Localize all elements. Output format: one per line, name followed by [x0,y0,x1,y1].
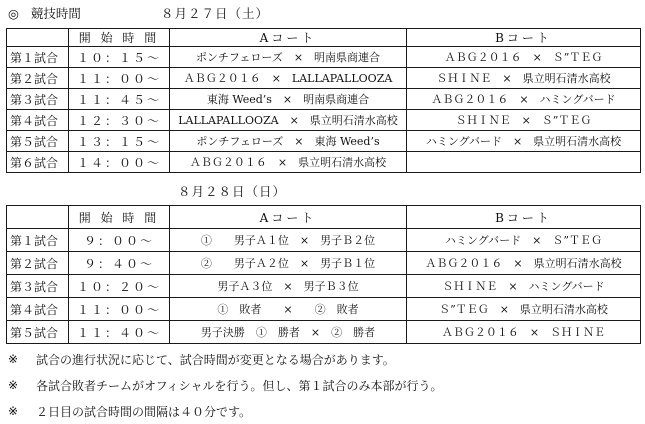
note-text: 各試合敗者チームがオフィシャルを行う。但し、第１試合のみ本部が行う。 [36,378,443,393]
start-time: ９：４０〜 [69,252,170,275]
game-number: 第４試合 [7,298,69,321]
note-item [8,398,638,424]
day1-heading [8,2,269,24]
table-header-row [7,206,641,229]
court-b-match: ＳＨＩＮＥ × 県立明石清水高校 [407,68,641,89]
header-court-a: Aコート [170,206,407,229]
header-court-b: Bコート [407,29,641,47]
court-b-match: ハミングバード × Ｓ”ＴＥＧ [407,229,641,252]
day2-schedule-table [6,205,641,344]
table-row [7,229,641,252]
game-number: 第１試合 [7,47,69,68]
court-a-match: 男子決勝 ① 勝者 × ② 勝者 [170,321,407,344]
start-time: １１：４５〜 [69,89,170,110]
court-a-match: LALLAPALLOOZA × 県立明石清水高校 [170,110,407,131]
court-a-match: ① 男子Ａ１位 × 男子Ｂ２位 [170,229,407,252]
start-time: １２：３０〜 [69,110,170,131]
court-a-match: ② 男子Ａ２位 × 男子Ｂ１位 [170,252,407,275]
note-item [8,346,638,372]
header-court-a: Aコート [170,29,407,47]
double-circle-icon: ◎ [8,5,19,21]
game-number: 第５試合 [7,131,69,152]
game-number: 第２試合 [7,252,69,275]
court-a-match: ＡＢＧ２０１６ × 県立明石清水高校 [170,152,407,173]
day2-date: ８月２８日（日） [178,184,287,199]
table-row [7,298,641,321]
game-number: 第５試合 [7,321,69,344]
notes-list [8,346,638,424]
court-b-match: ＳＨＩＮＥ × ハミングバード [407,275,641,298]
game-number: 第６試合 [7,152,69,173]
header-blank [7,29,69,47]
start-time: １０：１５〜 [69,47,170,68]
header-court-b: Bコート [407,206,641,229]
note-text: 試合の進行状況に応じて、試合時間が変更となる場合があります。 [36,352,395,367]
reference-mark-icon: ※ [8,404,19,418]
section-title: 競技時間 [30,6,81,21]
table-row [7,68,641,89]
table-row [7,321,641,344]
game-number: 第４試合 [7,110,69,131]
start-time: ９：００〜 [69,229,170,252]
court-b-match: ＡＢＧ２０１６ × Ｓ”ＴＥＧ [407,47,641,68]
table-row [7,275,641,298]
game-number: 第２試合 [7,68,69,89]
table-row [7,110,641,131]
court-a-match: ① 敗者 × ② 敗者 [170,298,407,321]
start-time: １１：００〜 [69,68,170,89]
court-a-match: ポンチフェローズ × 明南県商連合 [170,47,407,68]
start-time: １０：２０〜 [69,275,170,298]
court-b-match: ＡＢＧ２０１６ × ＳＨＩＮＥ [407,321,641,344]
court-b-match: Ｓ”ＴＥＧ × 県立明石清水高校 [407,298,641,321]
court-b-match: ハミングバード × 県立明石清水高校 [407,131,641,152]
table-row [7,152,641,173]
table-header-row [7,29,641,47]
table-row [7,89,641,110]
day1-date: ８月２７日（土） [160,6,269,21]
reference-mark-icon: ※ [8,378,19,392]
game-number: 第３試合 [7,89,69,110]
court-b-match [407,152,641,173]
start-time: １４：００〜 [69,152,170,173]
header-start-time: 開 始 時 間 [69,206,170,229]
header-start-time: 開 始 時 間 [69,29,170,47]
table-row [7,252,641,275]
start-time: １３：１５〜 [69,131,170,152]
game-number: 第１試合 [7,229,69,252]
court-b-match: ＳＨＩＮＥ × Ｓ”ＴＥＧ [407,110,641,131]
court-a-match: 東海 Weed’s × 明南県商連合 [170,89,407,110]
court-b-match: ＡＢＧ２０１６ × ハミングバード [407,89,641,110]
table-row [7,131,641,152]
game-number: 第３試合 [7,275,69,298]
note-item [8,372,638,398]
start-time: １１：４０〜 [69,321,170,344]
start-time: １１：００〜 [69,298,170,321]
reference-mark-icon: ※ [8,352,19,366]
court-a-match: ＡＢＧ２０１６ × LALLAPALLOOZA [170,68,407,89]
court-b-match: ＡＢＧ２０１６ × 県立明石清水高校 [407,252,641,275]
header-blank [7,206,69,229]
table-row [7,47,641,68]
court-a-match: 男子Ａ３位 × 男子Ｂ３位 [170,275,407,298]
note-text: ２日目の試合時間の間隔は４０分です。 [36,404,252,419]
day1-schedule-table [6,28,641,173]
day2-heading [178,181,286,201]
court-a-match: ポンチフェローズ × 東海 Weed’s [170,131,407,152]
